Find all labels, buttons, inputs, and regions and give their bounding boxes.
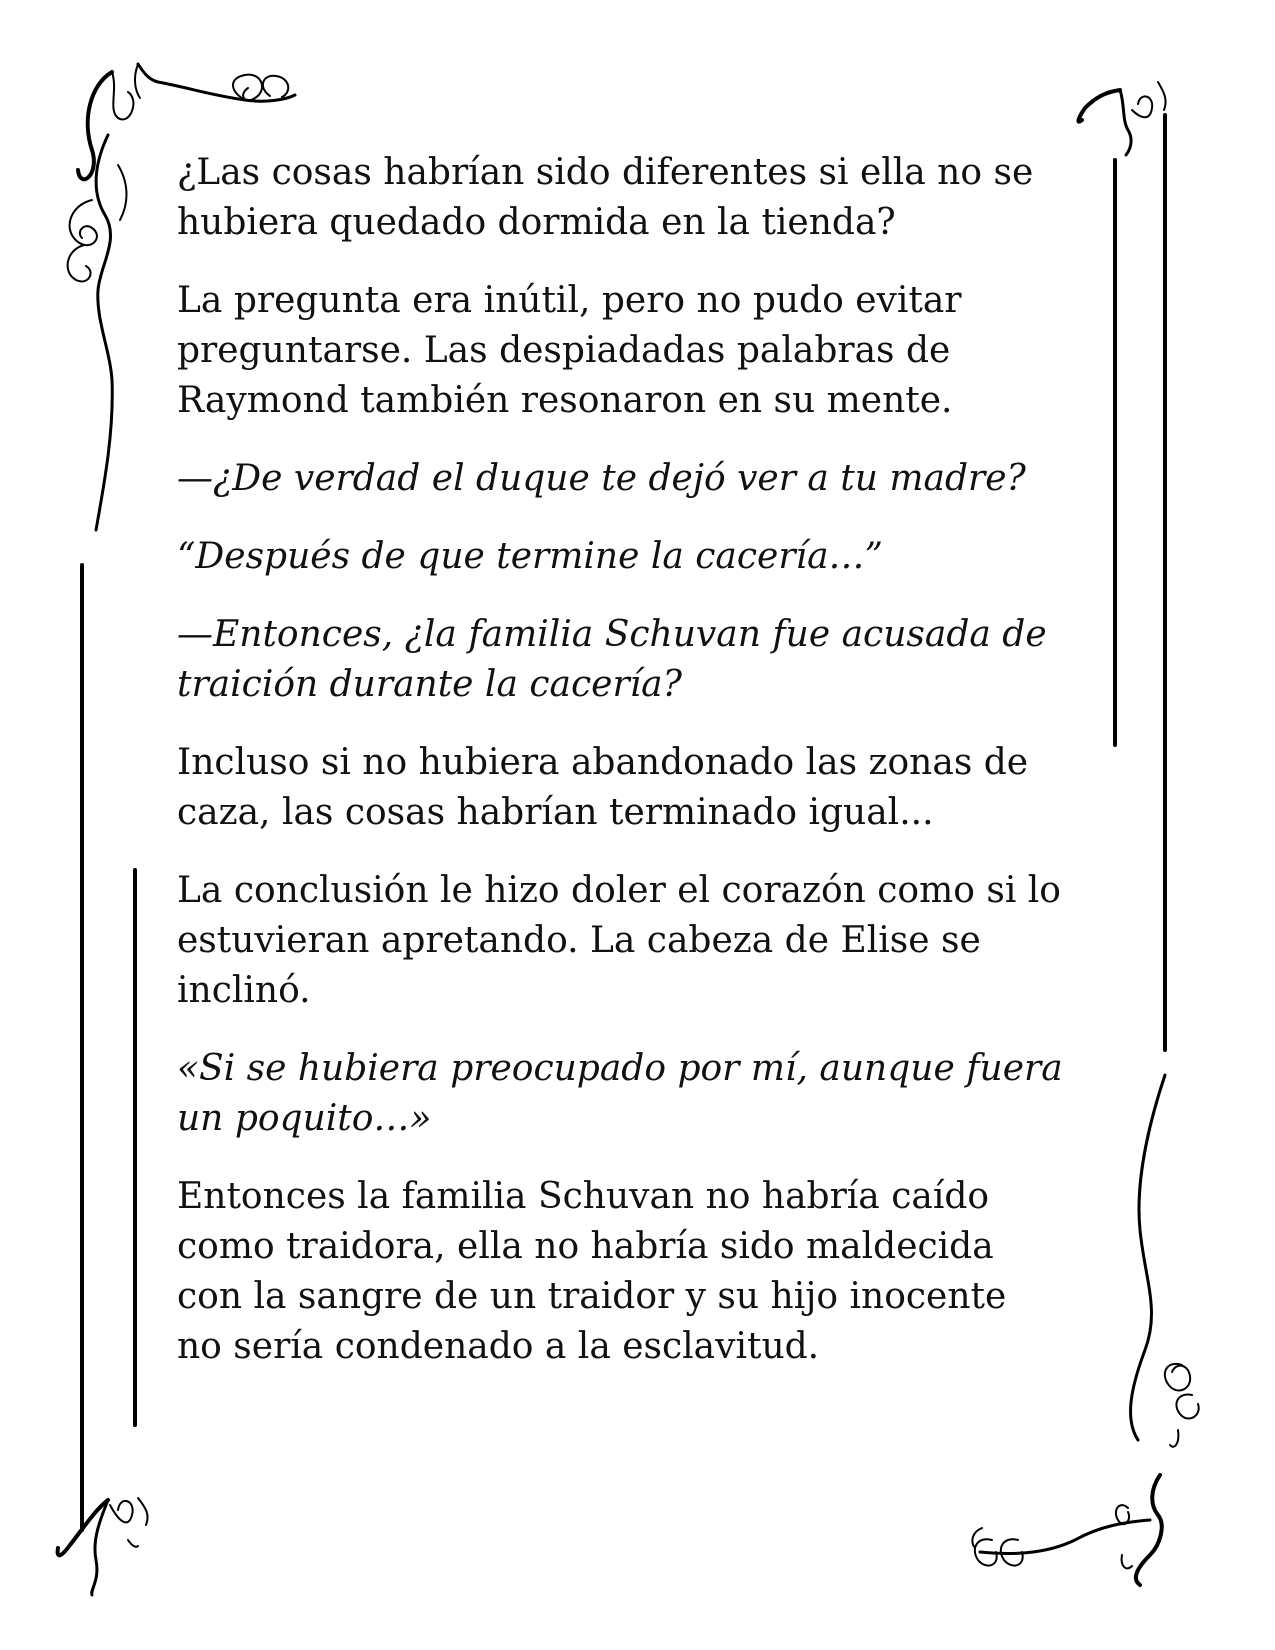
text-line: inclinó. xyxy=(177,970,311,1011)
page-text xyxy=(177,148,1117,1400)
paragraph-7 xyxy=(177,866,1117,1016)
paragraph-4 xyxy=(177,532,1117,582)
text-line: preguntarse. Las despiadadas palabras de xyxy=(177,330,951,371)
paragraph-5 xyxy=(177,610,1117,710)
text-line: «Si se hubiera preocupado por mí, aunque fuera xyxy=(177,1048,1063,1089)
text-line: caza, las cosas habrían terminado igual... xyxy=(177,792,934,833)
text-line: Incluso si no hubiera abandonado las zonas de xyxy=(177,742,1029,783)
text-line: —Entonces, ¿la familia Schuvan fue acusada de xyxy=(177,614,1047,655)
paragraph-6 xyxy=(177,738,1117,838)
text-line: —¿De verdad el duque te dejó ver a tu madre? xyxy=(177,458,1026,499)
text-line: no sería condenado a la esclavitud. xyxy=(177,1326,820,1367)
text-line: Entonces la familia Schuvan no habría caído xyxy=(177,1176,990,1217)
text-line: La conclusión le hizo doler el corazón como si lo xyxy=(177,870,1061,911)
text-line: estuvieran apretando. La cabeza de Elise se xyxy=(177,920,981,961)
text-line: con la sangre de un traidor y su hijo inocente xyxy=(177,1276,1007,1317)
text-line: La pregunta era inútil, pero no pudo evitar xyxy=(177,280,962,321)
text-line: “Después de que termine la cacería…” xyxy=(177,536,883,577)
paragraph-2 xyxy=(177,276,1117,426)
text-line: como traidora, ella no habría sido maldecida xyxy=(177,1226,994,1267)
text-line: un poquito…» xyxy=(177,1098,432,1139)
text-line: traición durante la cacería? xyxy=(177,664,682,705)
text-line: hubiera quedado dormida en la tienda? xyxy=(177,202,896,243)
bottom-left-flourish xyxy=(58,1498,148,1595)
paragraph-1 xyxy=(177,148,1117,248)
top-right-flourish xyxy=(1078,82,1165,155)
paragraph-8 xyxy=(177,1044,1117,1144)
paragraph-9 xyxy=(177,1172,1117,1372)
text-line: ¿Las cosas habrían sido diferentes si ella no se xyxy=(177,152,1034,193)
text-line: Raymond también resonaron en su mente. xyxy=(177,380,953,421)
paragraph-3 xyxy=(177,454,1117,504)
